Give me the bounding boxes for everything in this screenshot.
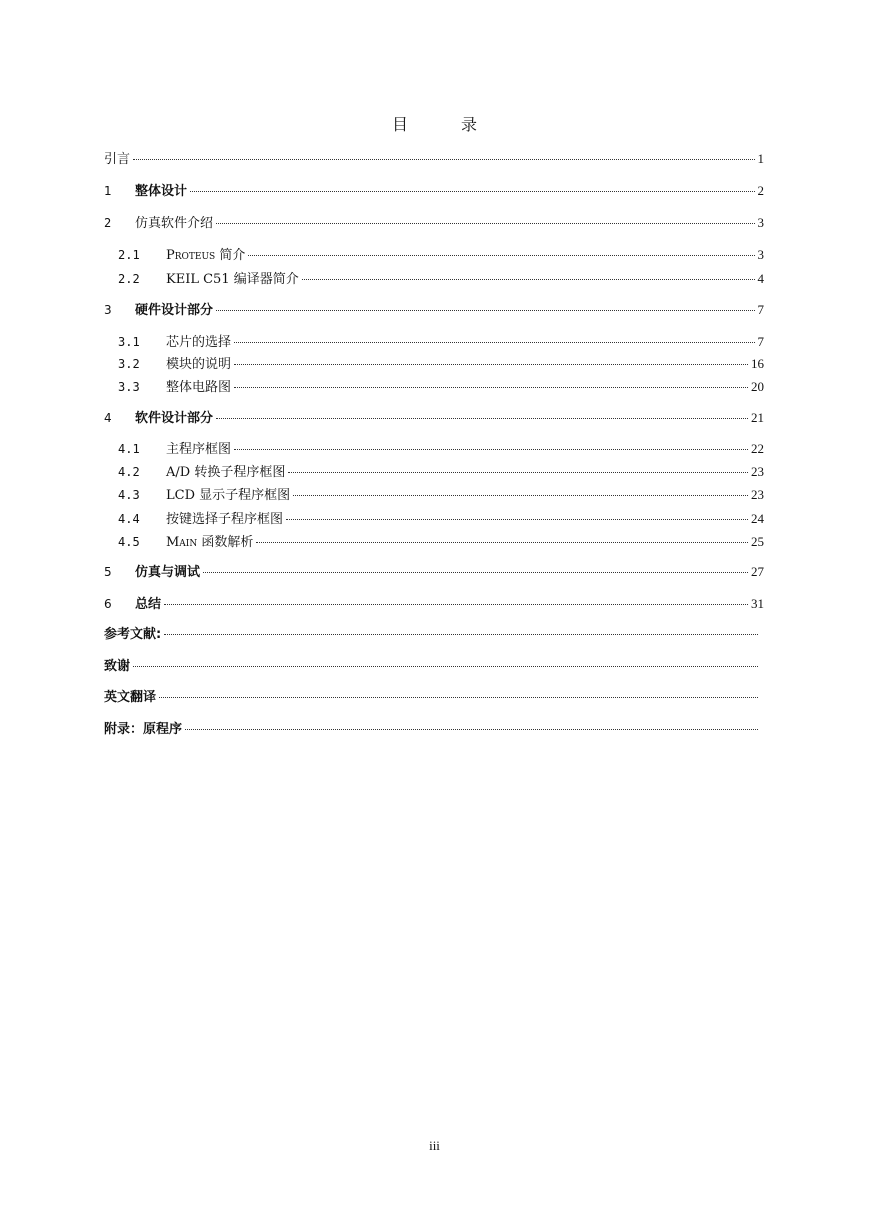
toc-entry[interactable] [118,510,764,528]
toc-entry[interactable] [104,409,764,427]
toc-leader-dots [248,255,754,256]
toc-entry[interactable] [118,378,764,396]
toc-leader-dots [288,472,748,473]
toc-entry-page-number: 3 [757,247,764,262]
toc-entry[interactable] [118,355,764,373]
toc-leader-dots [234,342,754,343]
toc-entry-label: 仿真软件介绍 [135,216,214,231]
toc-entry-label: 致谢 [104,659,131,674]
toc-leader-dots [216,310,754,311]
toc-entry-number: 4.3 [118,488,140,502]
toc-entry-label: KEIL C51 编译器简介 [166,272,299,287]
toc-leader-dots [216,223,754,224]
toc-entry-number: 2.1 [118,248,140,262]
toc-entry-page-number: 24 [751,511,764,526]
toc-entry[interactable] [118,486,764,504]
toc-entry-number: 6 [104,597,112,611]
toc-entry-number: 1 [104,184,112,198]
toc-entry-page-number: 21 [751,410,764,425]
toc-entry[interactable] [104,689,761,707]
toc-entry-label: 附录：原程序 [104,722,183,737]
toc-entry-page-number: 7 [757,334,764,349]
toc-entry-page-number: 27 [751,564,764,579]
toc-entry-page-number: 31 [751,596,764,611]
toc-leader-dots [234,387,748,388]
toc-entry-page-number: 3 [757,215,764,230]
toc-entry-number: 4 [104,411,112,425]
toc-entry-number: 4.5 [118,535,140,549]
toc-entry-label: 按键选择子程序框图 [166,512,284,527]
toc-leader-dots [286,519,748,520]
toc-entry[interactable] [104,595,764,613]
toc-entry-number: 4.2 [118,465,140,479]
toc-entry-label: 总结 [135,597,162,612]
toc-leader-dots [256,542,748,543]
toc-leader-dots [185,729,758,730]
toc-entry-label: Main 函数解析 [166,535,254,550]
toc-entry-page-number: 22 [751,441,764,456]
toc-entry[interactable] [104,626,761,644]
toc-leader-dots [203,572,748,573]
toc-entry-label: A/D 转换子程序框图 [166,465,286,480]
toc-entry[interactable] [104,563,764,581]
toc-entry-page-number: 23 [751,487,764,502]
toc-entry-label: 整体设计 [135,184,188,199]
toc-entry[interactable] [104,214,764,232]
toc-entry-number: 3.2 [118,357,140,371]
toc-entry-page-number: 1 [757,151,764,166]
toc-entry-label: 软件设计部分 [135,411,214,426]
toc-leader-dots [164,604,748,605]
toc-leader-dots [133,159,754,160]
toc-entry-label: 参考文献: [104,627,162,642]
toc-entry[interactable] [118,463,764,481]
toc-entry[interactable] [104,658,761,676]
toc-entry-label: 英文翻译 [104,690,157,705]
toc-entry[interactable] [104,721,761,739]
toc-leader-dots [216,418,748,419]
footer-page-number: iii [429,1138,440,1153]
toc-leader-dots [234,364,748,365]
toc-entry-number: 4.1 [118,442,140,456]
toc-entry[interactable] [104,301,764,319]
toc-entry[interactable] [118,440,764,458]
toc-entry-label: 主程序框图 [166,442,232,457]
toc-leader-dots [234,449,748,450]
toc-entry-number: 4.4 [118,512,140,526]
toc-leader-dots [133,666,758,667]
toc-leader-dots [159,697,758,698]
toc-leader-dots [164,634,758,635]
toc-entry-number: 3 [104,303,112,317]
toc-entry-label: 模块的说明 [166,357,232,372]
toc-entry-label: 引言 [104,152,131,167]
toc-entry-page-number: 16 [751,356,764,371]
toc-entry-number: 3.1 [118,335,140,349]
toc-entry-label: Proteus 简介 [166,248,246,263]
toc-entry[interactable] [104,182,764,200]
toc-entry[interactable] [118,333,764,351]
toc-entry-number: 3.3 [118,380,140,394]
toc-entry[interactable] [104,150,764,168]
toc-entry-page-number: 25 [751,534,764,549]
toc-entry-page-number: 7 [757,302,764,317]
toc-entry-page-number: 20 [751,379,764,394]
page-title: 目 录 [391,115,502,134]
toc-entry-page-number: 23 [751,464,764,479]
toc-entry[interactable] [118,533,764,551]
toc-entry-number: 2 [104,216,112,230]
toc-entry-page-number: 2 [757,183,764,198]
toc-entry-label: 硬件设计部分 [135,303,214,318]
toc-entry-label: LCD 显示子程序框图 [166,488,291,503]
toc-entry-label: 芯片的选择 [166,335,232,350]
toc-entry-number: 2.2 [118,272,140,286]
toc-leader-dots [190,191,754,192]
toc-entry-label: 仿真与调试 [135,565,201,580]
toc-entry[interactable] [118,246,764,264]
toc-entry[interactable] [118,270,764,288]
toc-entry-label: 整体电路图 [166,380,232,395]
toc-entry-page-number: 4 [757,271,764,286]
toc-leader-dots [293,495,748,496]
toc-leader-dots [302,279,755,280]
toc-entry-number: 5 [104,565,112,579]
